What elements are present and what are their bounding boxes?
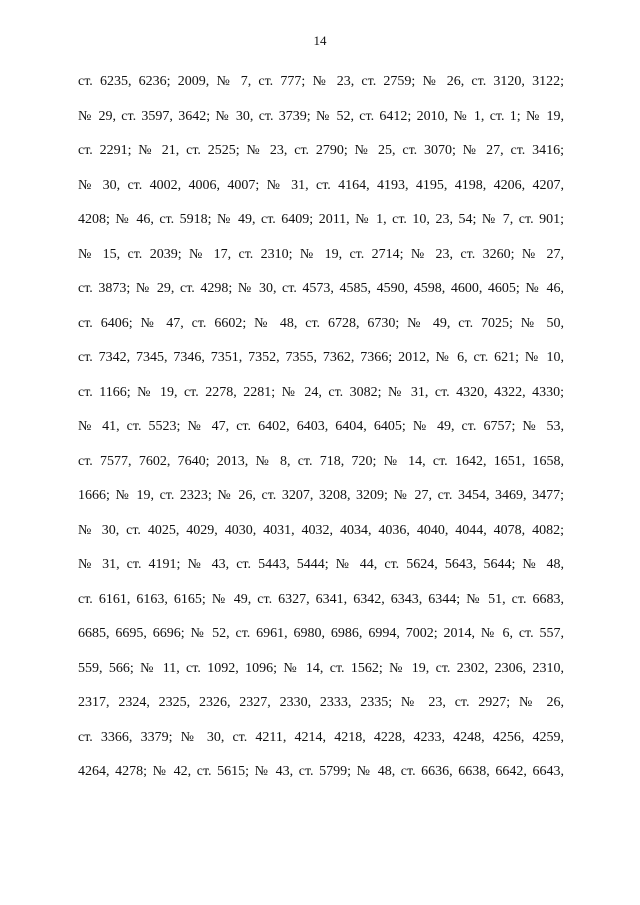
page-number: 14 bbox=[313, 33, 327, 48]
text-line: 4264, 4278; № 42, ст. 5615; № 43, ст. 5799; № 48, ст. 6636, 6638, 6642, 6643, bbox=[78, 764, 564, 779]
text-line: 6685, 6695, 6696; № 52, ст. 6961, 6980, 6986, 6994, 7002; 2014, № 6, ст. 557, bbox=[78, 626, 564, 641]
text-line: № 29, ст. 3597, 3642; № 30, ст. 3739; № 52, ст. 6412; 2010, № 1, ст. 1; № 19, bbox=[78, 108, 564, 124]
text-line: ст. 7577, 7602, 7640; 2013, № 8, ст. 718, 720; № 14, ст. 1642, 1651, 1658, bbox=[78, 453, 564, 469]
text-line: ст. 6406; № 47, ст. 6602; № 48, ст. 6728, 6730; № 49, ст. 7025; № 50, bbox=[78, 315, 564, 331]
text-line: ст. 3366, 3379; № 30, ст. 4211, 4214, 4218, 4228, 4233, 4248, 4256, 4259, bbox=[78, 729, 564, 745]
text-line: ст. 6235, 6236; 2009, № 7, ст. 777; № 23, ст. 2759; № 26, ст. 3120, 3122; bbox=[78, 74, 564, 89]
text-line: 4208; № 46, ст. 5918; № 49, ст. 6409; 2011, № 1, ст. 10, 23, 54; № 7, ст. 901; bbox=[78, 212, 564, 227]
text-line: ст. 1166; № 19, ст. 2278, 2281; № 24, ст. 3082; № 31, ст. 4320, 4322, 4330; bbox=[78, 384, 564, 400]
text-line: ст. 3873; № 29, ст. 4298; № 30, ст. 4573, 4585, 4590, 4598, 4600, 4605; № 46, bbox=[78, 281, 564, 296]
body-text bbox=[78, 65, 564, 790]
text-line: № 30, ст. 4025, 4029, 4030, 4031, 4032, 4034, 4036, 4040, 4044, 4078, 4082; bbox=[78, 522, 564, 538]
text-line: № 41, ст. 5523; № 47, ст. 6402, 6403, 6404, 6405; № 49, ст. 6757; № 53, bbox=[78, 419, 564, 434]
text-line: 2317, 2324, 2325, 2326, 2327, 2330, 2333, 2335; № 23, ст. 2927; № 26, bbox=[78, 695, 564, 710]
text-line: 559, 566; № 11, ст. 1092, 1096; № 14, ст. 1562; № 19, ст. 2302, 2306, 2310, bbox=[78, 660, 564, 676]
text-line: № 15, ст. 2039; № 17, ст. 2310; № 19, ст. 2714; № 23, ст. 3260; № 27, bbox=[78, 246, 564, 262]
text-line: ст. 6161, 6163, 6165; № 49, ст. 6327, 6341, 6342, 6343, 6344; № 51, ст. 6683, bbox=[78, 591, 564, 607]
text-line: № 30, ст. 4002, 4006, 4007; № 31, ст. 4164, 4193, 4195, 4198, 4206, 4207, bbox=[78, 177, 564, 193]
text-line: 1666; № 19, ст. 2323; № 26, ст. 3207, 3208, 3209; № 27, ст. 3454, 3469, 3477; bbox=[78, 488, 564, 503]
text-line: № 31, ст. 4191; № 43, ст. 5443, 5444; № 44, ст. 5624, 5643, 5644; № 48, bbox=[78, 557, 564, 572]
text-line: ст. 7342, 7345, 7346, 7351, 7352, 7355, 7362, 7366; 2012, № 6, ст. 621; № 10, bbox=[78, 350, 564, 365]
text-line: ст. 2291; № 21, ст. 2525; № 23, ст. 2790; № 25, ст. 3070; № 27, ст. 3416; bbox=[78, 143, 564, 158]
